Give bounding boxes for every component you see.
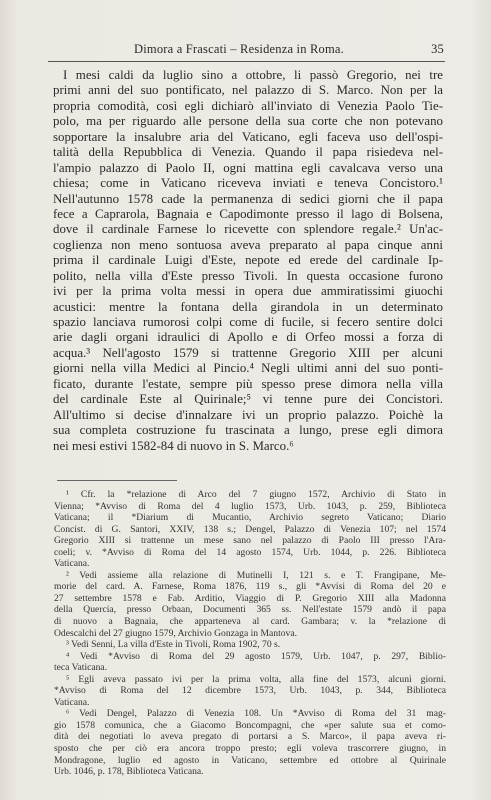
body-line: sua completa costruzione fu trascinata a lungo, prese egli dimora (53, 423, 443, 438)
footnote-line: ³ Vedi Senni, La villa d'Este in Tivoli, Roma 1902, 70 s. (66, 639, 281, 651)
footnote-line: ⁶ Vedi Dengel, Palazzo di Venezia 108. Un *Avviso di Roma del 31 mag- (66, 708, 446, 720)
footnote-line: dità dei negotiati lo aveva pregato di portarsi a S. Marco», il papa aveva ri- (54, 731, 446, 743)
body-line: ficato, durante l'estate, sempre più spesso prese dimora nella villa (53, 376, 443, 391)
footnote-line: ⁴ Vedi *Avviso di Roma del 29 agosto 1579, Urb. 1047, p. 297, Biblio- (66, 650, 446, 662)
footnote-line: *Avviso di Roma del 12 dicembre 1573, Urb. 1043, p. 344, Biblioteca (54, 685, 446, 697)
footnote-line: Gregorio XIII si trattenne un mese sano nel palazzo di Paolo III presso l'Ara- (54, 535, 446, 547)
footnote-line: Vienna; *Avviso di Roma del 4 luglio 1573, Urb. 1043, p. 259, Biblioteca (54, 500, 446, 512)
body-line: chiesa; come in Vaticano riceveva inviati e teneva Concistoro.¹ (53, 176, 443, 191)
body-line: acustici: mentre la fontana della girandola in un determinato (53, 299, 443, 314)
body-line: propria comodità, così egli dichiarò all'inviato di Venezia Paolo Tie- (53, 98, 443, 113)
body-line: ivi per la prima volta messi in opera due ammiratissimi giuochi (53, 284, 443, 299)
footnote-line: Vaticana; il *Diarium di Mucantio, Archivio segreto Vaticano; Diario (54, 512, 446, 524)
footnote-line: Concist. di G. Santori, XXIV, 138 s.; Dengel, Palazzo di Venezia 107; nel 1574 (54, 523, 446, 535)
footnote-line: della Quercia, presso Orbaan, Documenti 365 ss. Nell'estate 1579 andò il papa (54, 604, 446, 616)
body-line: polo, ma per riguardo alle persone della sua corte che non potevano (53, 114, 443, 129)
footnote-line: ¹ Cfr. la *relazione di Arco del 7 giugno 1572, Archivio di Stato in (66, 489, 446, 500)
footnote-line: gio 1578 comunica, che a Giacomo Boncompagni, che «per salute sua et como- (54, 719, 446, 731)
body-line: primi anni del suo pontificato, nel palazzo di S. Marco. Non per la (53, 83, 443, 98)
body-line: coglienza non meno sontuosa aveva preparato al papa cinque anni (53, 237, 443, 252)
body-text (53, 68, 443, 454)
footnote-line: morie del card. A. Farnese, Roma 1876, 119 s., gli *Avvisi di Roma del 20 e (54, 581, 446, 593)
footnote-line: Odescalchi del 27 giugno 1579, Archivio Gonzaga in Mantova. (54, 627, 297, 639)
header-rule (48, 61, 445, 62)
body-line: arie dagli organi idraulici di Apollo e di Orfeo mossi a forza di (53, 330, 443, 345)
footnote-line: di nuovo a Bagnaia, che apparteneva al card. Gambara; v. la *relazione di (54, 616, 446, 628)
footnote-line: Mondragone, luglio ed agosto in Vaticano, settembre ed ottobre al Quirinale (54, 754, 446, 766)
page-header (48, 42, 444, 58)
footnote-line: ⁵ Egli aveva passato ivi per la prima volta, alla fine del 1573, alcuni giorni. (66, 673, 446, 685)
page-number: 35 (431, 42, 444, 56)
body-line: sopportare la insalubre aria del Vaticano, egli faceva uso dell'ospi- (53, 129, 443, 144)
body-line: I mesi caldi da luglio sino a ottobre, li passò Gregorio, nei tre (63, 68, 443, 82)
body-line: dove il cardinale Farnese lo ricevette con splendore regale.² Un'ac- (53, 222, 443, 237)
footnote-line: 27 settembre 1578 e Fab. Arditio, Viaggio di P. Gregorio XIII alla Madonna (54, 592, 446, 604)
body-line: giorni nella villa Medici al Pincio.⁴ Negli ultimi anni del suo ponti- (53, 361, 443, 376)
running-title: Dimora a Frascati – Residenza in Roma. (134, 42, 344, 56)
body-line: polito, nella villa d'Este presso Tivoli. In questa occasione furono (53, 268, 443, 283)
footnote-line: teca Vaticana. (54, 662, 108, 674)
body-line: prima il cardinale Luigi d'Este, nepote ed erede del cardinale Ip- (53, 253, 443, 268)
body-line: Nell'autunno 1578 cade la permanenza di sedici giorni che il papa (53, 191, 443, 206)
body-line: All'ultimo si decise d'innalzare ivi un proprio palazzo. Poichè la (53, 407, 443, 422)
footnote-line: coeli; v. *Avviso di Roma del 14 agosto 1574, Urb. 1044, p. 226. Biblioteca (54, 546, 446, 558)
footnote-line: Vaticana. (54, 696, 90, 708)
body-line: talità della Repubblica di Venezia. Quando il papa risiedeva nel- (53, 145, 443, 160)
footnote-line: sposto che per ciò era ancora troppo presto; egli voleva trascorrere giugno, in (54, 743, 446, 755)
footnote-line: ² Vedi assieme alla relazione di Mutinelli I, 121 s. e T. Frangipane, Me- (66, 569, 446, 581)
footnote-line: Vaticana. (54, 558, 90, 570)
body-line: acqua.³ Nell'agosto 1579 si trattenne Gregorio XIII per alcuni (53, 345, 443, 360)
body-line: spazio lanciava rumorosi colpi come di fucile, si fecero sentire dolci (53, 315, 443, 329)
footnote-line: Urb. 1046, p. 178, Biblioteca Vaticana. (54, 766, 204, 778)
footnotes (54, 489, 446, 778)
body-line: del cardinale Este al Quirinale;⁵ vi tenne pure dei Concistori. (53, 392, 443, 407)
footnote-separator (57, 480, 177, 481)
body-line: fece a Caprarola, Bagnaia e Capodimonte presso il lago di Bolsena, (53, 206, 443, 221)
body-line: l'ampio palazzo di Paolo II, ogni mattina egli cavalcava verso una (53, 160, 443, 175)
body-line: nei mesi estivi 1582-84 di nuovo in S. Marco.⁶ (53, 438, 294, 453)
